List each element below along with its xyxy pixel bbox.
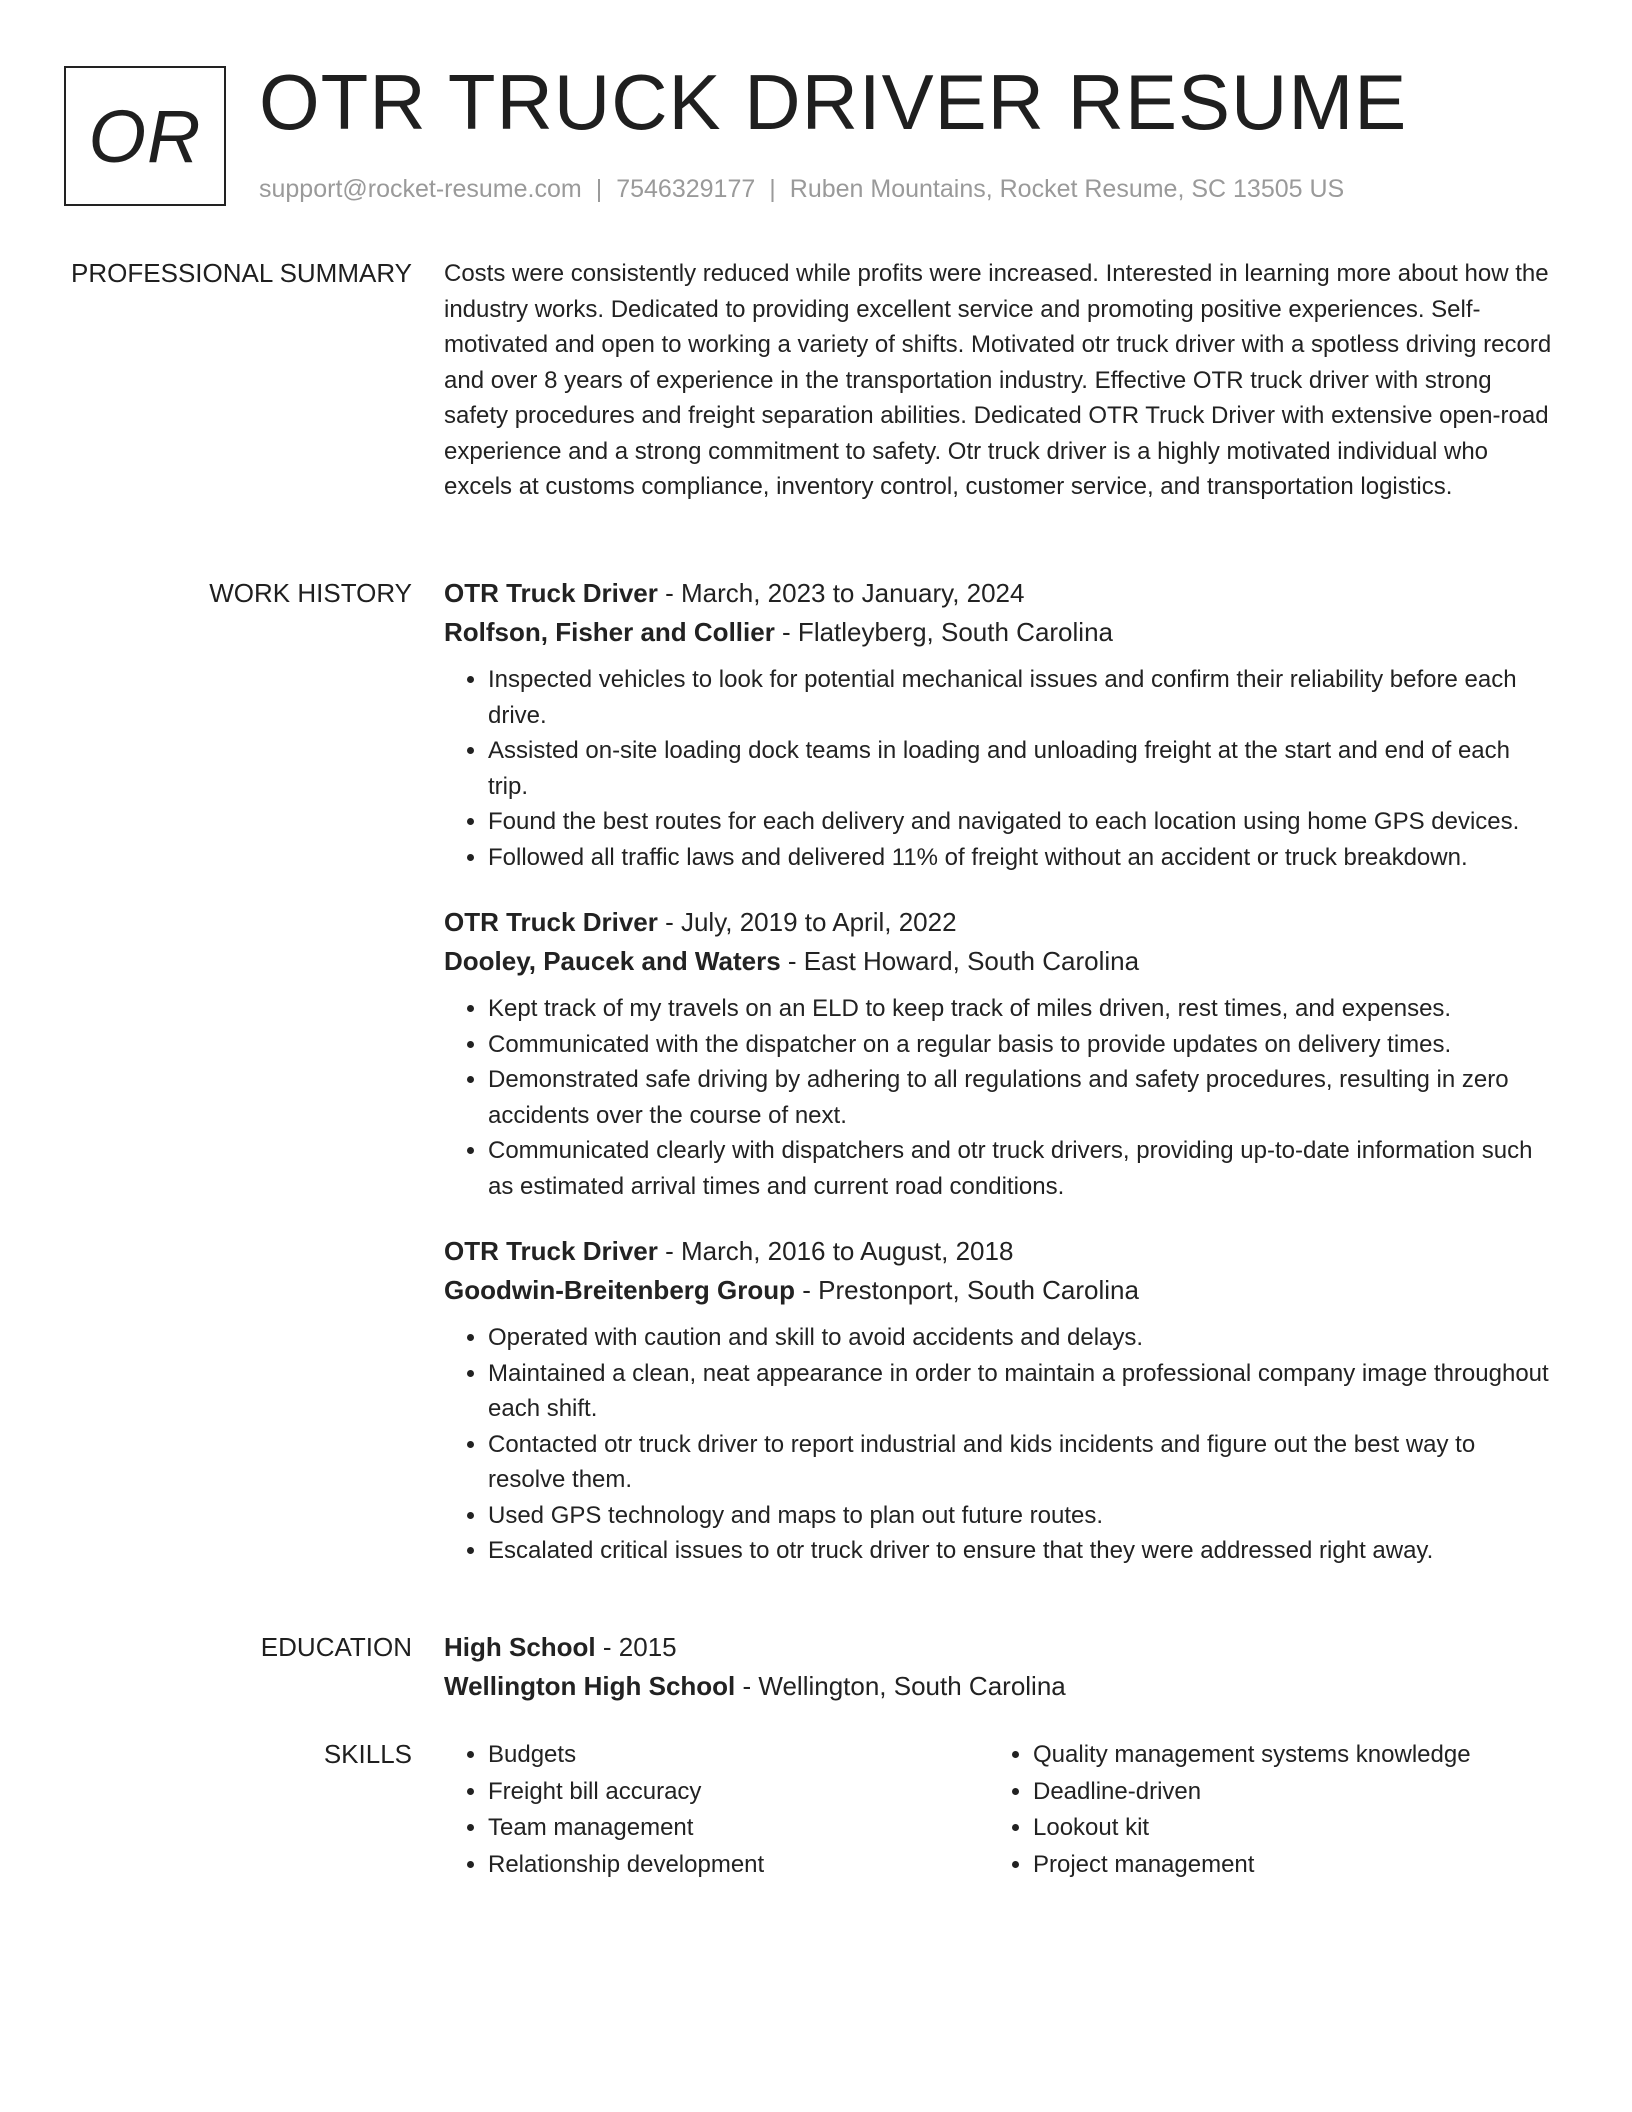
job-title-line <box>444 1232 1552 1271</box>
job-company-line <box>444 1271 1552 1310</box>
job-bullet: • Assisted on-site loading dock teams in loading and unloading freight at the start and end of each trip. <box>488 733 1552 804</box>
job-title-line <box>444 574 1552 613</box>
skills-column-left <box>444 1737 989 1883</box>
education-year: - 2015 <box>595 1632 677 1662</box>
summary-content <box>444 256 1552 505</box>
skills-columns <box>444 1737 1552 1883</box>
education-location: - Wellington, South Carolina <box>735 1671 1066 1701</box>
education-content <box>444 1628 1552 1706</box>
contact-separator: | <box>595 175 603 203</box>
job-bullet: • Maintained a clean, neat appearance in order to maintain a professional company image throughout each shift. <box>488 1356 1552 1427</box>
job-company-line <box>444 613 1552 652</box>
job-bullet: • Contacted otr truck driver to report industrial and kids incidents and figure out the best way to resolve them. <box>488 1427 1552 1498</box>
skill-item: • Lookout kit <box>1033 1810 1534 1847</box>
job-bullets <box>444 1320 1552 1569</box>
skill-item: • Deadline-driven <box>1033 1774 1534 1811</box>
job-bullets <box>444 991 1552 1204</box>
skills-list <box>989 1737 1534 1883</box>
job-location: - Flatleyberg, South Carolina <box>774 617 1113 647</box>
skills-list <box>444 1737 989 1883</box>
skills-content <box>444 1737 1552 1883</box>
job-entry <box>444 1232 1552 1569</box>
education-degree: High School <box>444 1632 596 1662</box>
job-entry <box>444 574 1552 875</box>
education-school-line <box>444 1667 1552 1706</box>
skills-label: SKILLS <box>323 1739 412 1769</box>
job-dates: - July, 2019 to April, 2022 <box>657 907 957 937</box>
skill-item: • Quality management systems knowledge <box>1033 1737 1534 1774</box>
resume-title: OTR TRUCK DRIVER RESUME <box>259 58 1408 146</box>
job-company-line <box>444 942 1552 981</box>
job-bullet: • Followed all traffic laws and delivered 11% of freight without an accident or truck breakdown. <box>488 840 1552 876</box>
job-location: - East Howard, South Carolina <box>780 946 1140 976</box>
job-company: Dooley, Paucek and Waters <box>444 946 781 976</box>
skill-item: • Project management <box>1033 1847 1534 1884</box>
contact-line <box>259 172 1344 206</box>
job-bullet: • Used GPS technology and maps to plan out future routes. <box>488 1498 1552 1534</box>
contact-email: support@rocket-resume.com <box>259 175 582 203</box>
job-dates: - March, 2016 to August, 2018 <box>657 1236 1014 1266</box>
contact-address: Ruben Mountains, Rocket Resume, SC 13505 US <box>789 175 1345 203</box>
work-history-content <box>444 574 1552 1597</box>
education-label: EDUCATION <box>260 1632 412 1662</box>
job-company: Goodwin-Breitenberg Group <box>444 1275 795 1305</box>
job-company: Rolfson, Fisher and Collier <box>444 617 775 647</box>
job-bullet: • Operated with caution and skill to avoid accidents and delays. <box>488 1320 1552 1356</box>
education-degree-line <box>444 1628 1552 1667</box>
monogram-text: OR <box>88 94 202 178</box>
skills-column-right <box>989 1737 1534 1883</box>
job-bullet: • Found the best routes for each delivery and navigated to each location using home GPS devices. <box>488 804 1552 840</box>
summary-text: Costs were consistently reduced while profits were increased. Interested in learning more about how the industry works. Dedicated to providing excellent service and promoting positive experiences. Self-motivated and open to working a variety of shifts. Motivated otr truck driver with a spotless driving record and over 8 years of experience in the transportation industry. Effective OTR truck driver with strong safety procedures and freight separation abilities. Dedicated OTR Truck Driver with extensive open-road experience and a strong commitment to safety. Otr truck driver is a highly motivated individual who excels at customs compliance, inventory control, customer service, and transportation logistics. <box>444 260 1552 500</box>
education-school: Wellington High School <box>444 1671 736 1701</box>
skill-item: • Budgets <box>488 1737 989 1774</box>
summary-label: PROFESSIONAL SUMMARY <box>71 258 412 288</box>
job-location: - Prestonport, South Carolina <box>795 1275 1139 1305</box>
job-bullets <box>444 662 1552 875</box>
job-title-line <box>444 903 1552 942</box>
job-bullet: • Communicated with the dispatcher on a regular basis to provide updates on delivery times. <box>488 1027 1552 1063</box>
job-bullet: • Demonstrated safe driving by adhering to all regulations and safety procedures, resulting in zero accidents over the course of next. <box>488 1062 1552 1133</box>
job-entry <box>444 903 1552 1204</box>
job-title: OTR Truck Driver <box>444 1236 658 1266</box>
job-bullet: • Kept track of my travels on an ELD to keep track of miles driven, rest times, and expenses. <box>488 991 1552 1027</box>
monogram-badge <box>64 66 226 206</box>
skill-item: • Team management <box>488 1810 989 1847</box>
job-dates: - March, 2023 to January, 2024 <box>657 578 1025 608</box>
skill-item: • Freight bill accuracy <box>488 1774 989 1811</box>
work-history-label: WORK HISTORY <box>209 578 412 608</box>
contact-phone: 7546329177 <box>616 175 756 203</box>
skill-item: • Relationship development <box>488 1847 989 1884</box>
job-title: OTR Truck Driver <box>444 578 658 608</box>
job-bullet: • Escalated critical issues to otr truck driver to ensure that they were addressed right away. <box>488 1533 1552 1569</box>
job-bullet: • Inspected vehicles to look for potential mechanical issues and confirm their reliability before each drive. <box>488 662 1552 733</box>
job-title: OTR Truck Driver <box>444 907 658 937</box>
contact-separator: | <box>769 175 776 203</box>
job-bullet: • Communicated clearly with dispatchers and otr truck drivers, providing up-to-date information such as estimated arrival times and current road conditions. <box>488 1133 1552 1204</box>
